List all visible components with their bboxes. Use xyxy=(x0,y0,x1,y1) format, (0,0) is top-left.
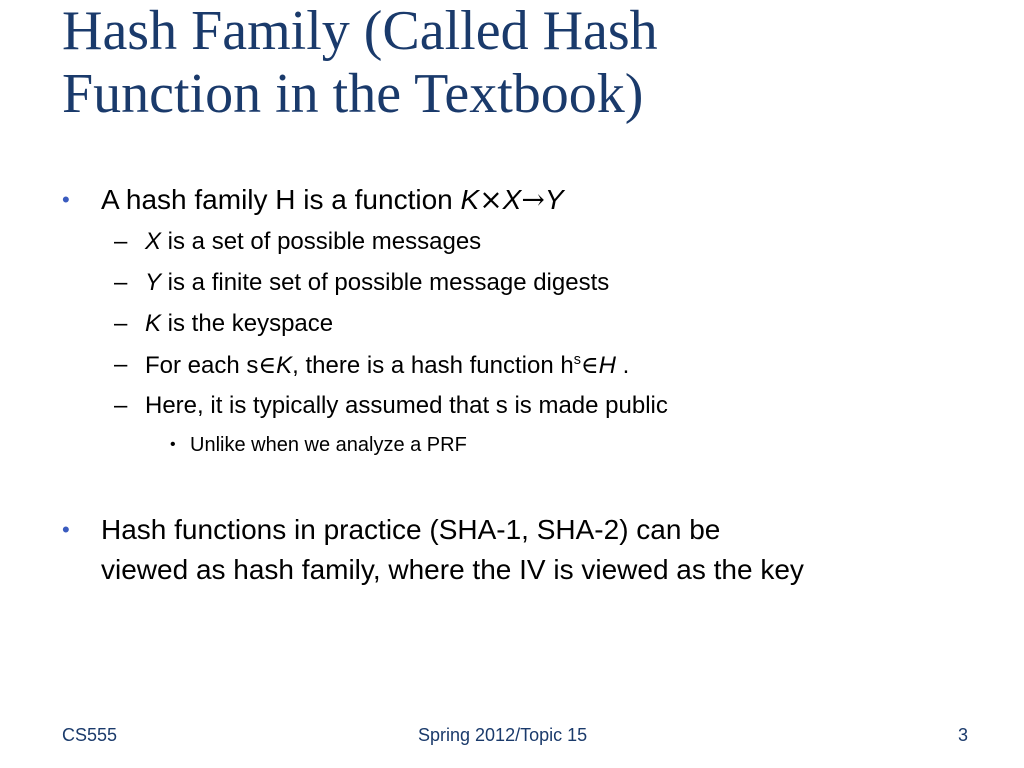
title-line-2: Function in the Textbook) xyxy=(62,63,644,125)
var-k: K xyxy=(145,310,162,337)
subbullet-text: Here, it is typically assumed that s is made public xyxy=(145,392,668,419)
superscript-s: s xyxy=(573,352,581,368)
subbullet-text: is a set of possible messages xyxy=(161,228,482,255)
footer-topic: Spring 2012/Topic 15 xyxy=(418,725,588,745)
var-h: H xyxy=(598,352,616,379)
dash-mark: – xyxy=(114,269,128,296)
bullet-text-line-2: viewed as hash family, where the IV is viewed as the key xyxy=(101,554,804,585)
dash-mark: – xyxy=(114,351,128,378)
bullet-mark: • xyxy=(170,436,176,453)
var-y: Y xyxy=(145,269,162,296)
subbullet-mid: , there is a hash function h xyxy=(292,352,574,379)
element-of-symbol: ∈ xyxy=(580,351,599,379)
bullet-mark: • xyxy=(62,517,70,542)
element-of-symbol: ∈ xyxy=(258,351,277,379)
subsubbullet-text: Unlike when we analyze a PRF xyxy=(190,434,467,456)
subbullet-post: . xyxy=(616,352,630,379)
formula-k: K xyxy=(460,184,480,215)
title-line-1: Hash Family (Called Hash xyxy=(62,0,658,62)
footer-page-number: 3 xyxy=(958,725,969,745)
dash-mark: – xyxy=(114,392,128,419)
formula-x: X xyxy=(502,184,522,215)
arrow-symbol: → xyxy=(521,183,545,216)
var-k-keyspace: K xyxy=(276,352,293,379)
subbullet-text: is the keyspace xyxy=(161,310,334,337)
subbullet-pre: For each s xyxy=(145,352,259,379)
dash-mark: – xyxy=(114,228,128,255)
dash-mark: – xyxy=(114,310,128,337)
slide-title xyxy=(62,0,962,126)
var-x: X xyxy=(145,228,162,255)
bullet-text-line-1: Hash functions in practice (SHA-1, SHA-2) can be xyxy=(101,514,721,545)
bullet-text: A hash family H is a function xyxy=(101,184,461,215)
subbullet-text: is a finite set of possible message digests xyxy=(161,269,610,296)
formula-y: Y xyxy=(544,184,564,215)
bullet-mark: • xyxy=(62,187,70,212)
times-symbol: × xyxy=(479,183,503,216)
footer-course: CS555 xyxy=(62,725,118,745)
